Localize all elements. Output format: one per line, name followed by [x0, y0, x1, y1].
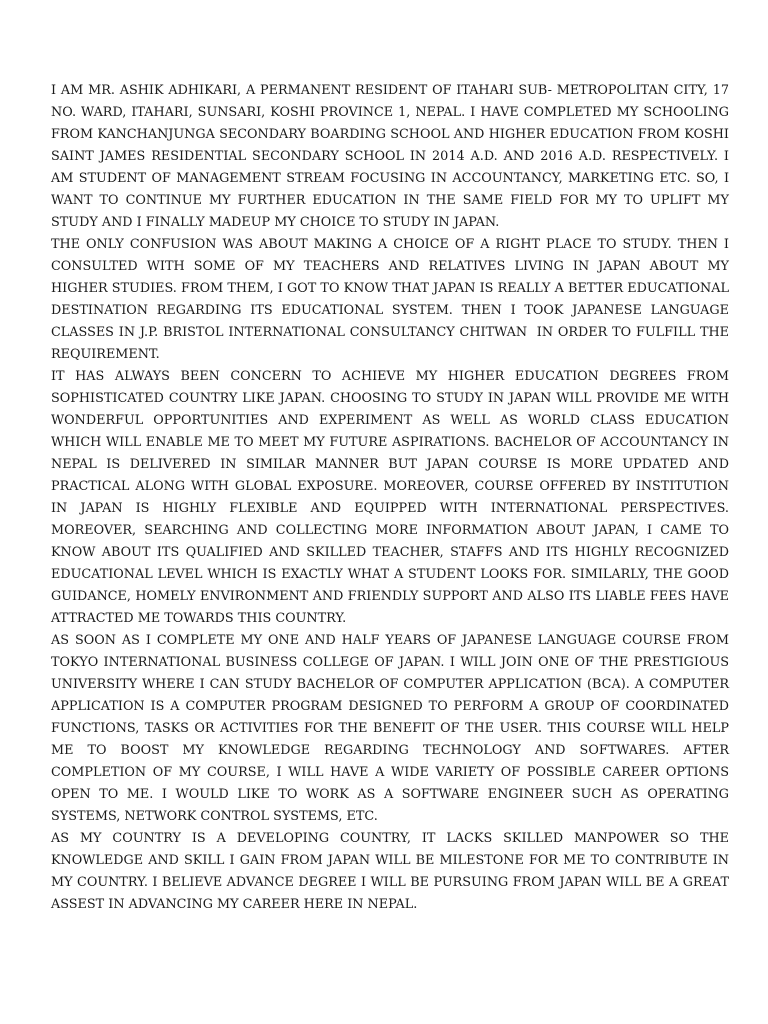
document-body: [51, 80, 734, 916]
paragraph-choice-of-place: THE ONLY CONFUSION WAS ABOUT MAKING A CHOICE OF A RIGHT PLACE TO STUDY. THEN I CONSULTED WITH SOME OF MY TEACHERS AND RELATIVES LIVING IN JAPAN ABOUT MY HIGHER STUDIES. FROM THEM, I GOT TO KNOW THAT JAPAN IS REALLY A BETTER EDUCATIONAL DESTINATION REGARDING ITS EDUCATIONAL SYSTEM. THEN I TOOK JAPANESE LANGUAGE CLASSES IN J.P. BRISTOL INTERNATIONAL CONSULTANCY CHITWAN IN ORDER TO FULFILL THE REQUIREMENT.: [51, 237, 734, 362]
paragraph-conclusion: AS MY COUNTRY IS A DEVELOPING COUNTRY, IT LACKS SKILLED MANPOWER SO THE KNOWLEDGE AND SKILL I GAIN FROM JAPAN WILL BE MILESTONE FOR ME TO CONTRIBUTE IN MY COUNTRY. I BELIEVE ADVANCE DEGREE I WILL BE PURSUING FROM JAPAN WILL BE A GREAT ASSEST IN ADVANCING MY CAREER HERE IN NEPAL.: [51, 831, 734, 912]
paragraph-study-plan: AS SOON AS I COMPLETE MY ONE AND HALF YEARS OF JAPANESE LANGUAGE COURSE FROM TOKYO INTERNATIONAL BUSINESS COLLEGE OF JAPAN. I WILL JOIN ONE OF THE PRESTIGIOUS UNIVERSITY WHERE I CAN STUDY BACHELOR OF COMPUTER APPLICATION (BCA). A COMPUTER APPLICATION IS A COMPUTER PROGRAM DESIGNED TO PERFORM A GROUP OF COORDINATED FUNCTIONS, TASKS OR ACTIVITIES FOR THE BENEFIT OF THE USER. THIS COURSE WILL HELP ME TO BOOST MY KNOWLEDGE REGARDING TECHNOLOGY AND SOFTWARES. AFTER COMPLETION OF MY COURSE, I WILL HAVE A WIDE VARIETY OF POSSIBLE CAREER OPTIONS OPEN TO ME. I WOULD LIKE TO WORK AS A SOFTWARE ENGINEER SUCH AS OPERATING SYSTEMS, NETWORK CONTROL SYSTEMS, ETC.: [51, 633, 734, 824]
paragraph-why-japan: IT HAS ALWAYS BEEN CONCERN TO ACHIEVE MY HIGHER EDUCATION DEGREES FROM SOPHISTICATED COUNTRY LIKE JAPAN. CHOOSING TO STUDY IN JAPAN WILL PROVIDE ME WITH WONDERFUL OPPORTUNITIES AND EXPERIMENT AS WELL AS WORLD CLASS EDUCATION WHICH WILL ENABLE ME TO MEET MY FUTURE ASPIRATIONS. BACHELOR OF ACCOUNTANCY IN NEPAL IS DELIVERED IN SIMILAR MANNER BUT JAPAN COURSE IS MORE UPDATED AND PRACTICAL ALONG WITH GLOBAL EXPOSURE. MOREOVER, COURSE OFFERED BY INSTITUTION IN JAPAN IS HIGHLY FLEXIBLE AND EQUIPPED WITH INTERNATIONAL PERSPECTIVES. MOREOVER, SEARCHING AND COLLECTING MORE INFORMATION ABOUT JAPAN, I CAME TO KNOW ABOUT ITS QUALIFIED AND SKILLED TEACHER, STAFFS AND ITS HIGHLY RECOGNIZED EDUCATIONAL LEVEL WHICH IS EXACTLY WHAT A STUDENT LOOKS FOR. SIMILARLY, THE GOOD GUIDANCE, HOMELY ENVIRONMENT AND FRIENDLY SUPPORT AND ALSO ITS LIABLE FEES HAVE ATTRACTED ME TOWARDS THIS COUNTRY.: [51, 369, 734, 626]
paragraph-introduction: I AM MR. ASHIK ADHIKARI, A PERMANENT RESIDENT OF ITAHARI SUB- METROPOLITAN CITY, 17 NO. WARD, ITAHARI, SUNSARI, KOSHI PROVINCE 1, NEPAL. I HAVE COMPLETED MY SCHOOLING FROM KANCHANJUNGA SECONDARY BOARDING SCHOOL AND HIGHER EDUCATION FROM KOSHI SAINT JAMES RESIDENTIAL SECONDARY SCHOOL IN 2014 A.D. AND 2016 A.D. RESPECTIVELY. I AM STUDENT OF MANAGEMENT STREAM FOCUSING IN ACCOUNTANCY, MARKETING ETC. SO, I WANT TO CONTINUE MY FURTHER EDUCATION IN THE SAME FIELD FOR MY TO UPLIFT MY STUDY AND I FINALLY MADEUP MY CHOICE TO STUDY IN JAPAN.: [51, 83, 734, 230]
